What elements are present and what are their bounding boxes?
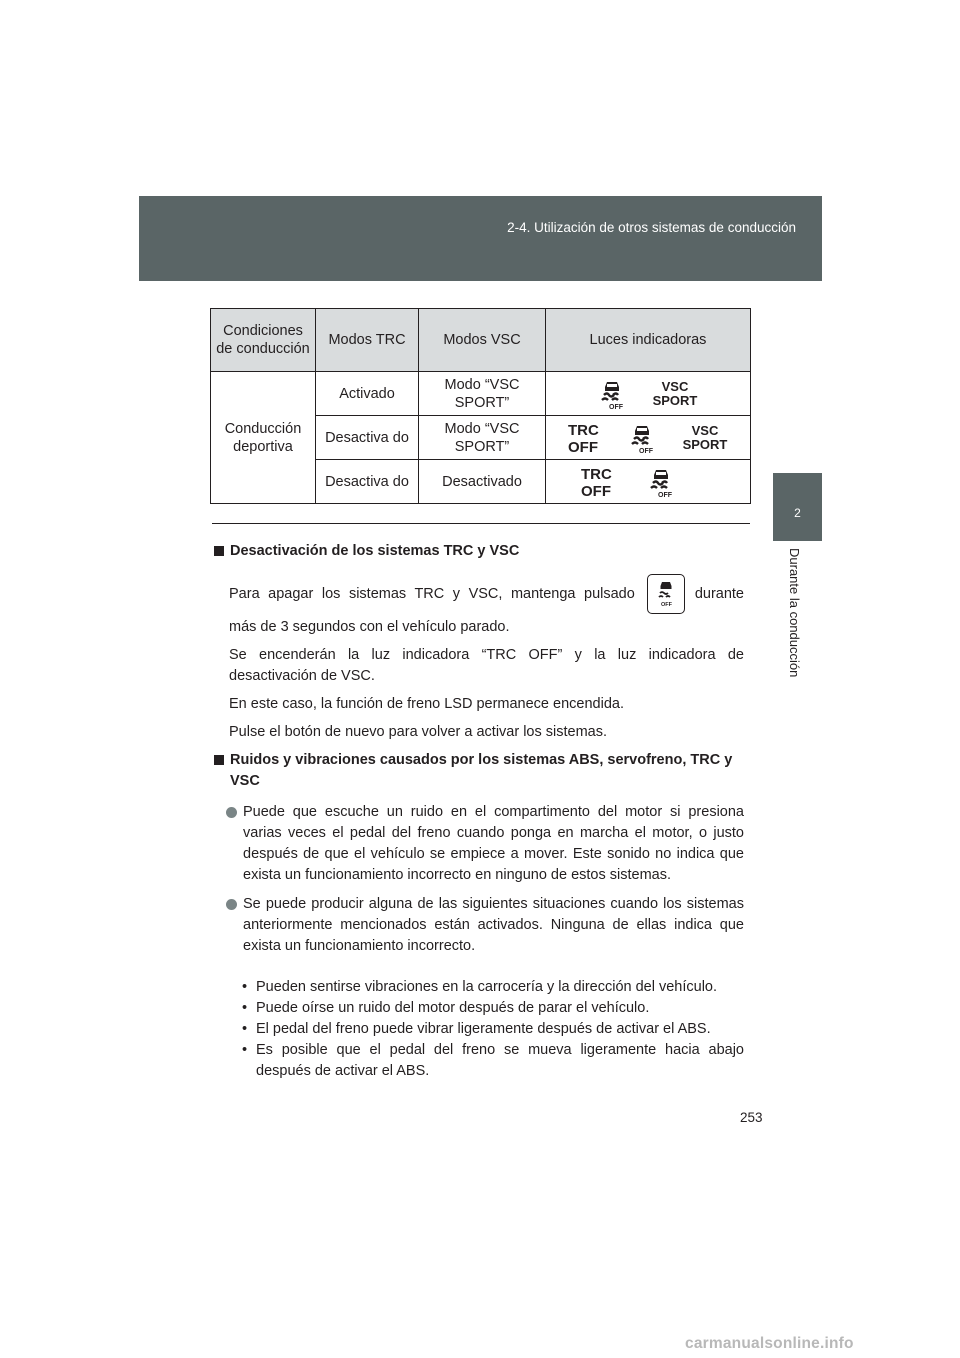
vsc-mode-cell: Modo “VSC SPORT” [419,416,546,460]
trc-off-indicator-icon [579,465,617,499]
sub-list-item-text: El pedal del freno puede vibrar ligeramente después de activar el ABS. [256,1021,711,1037]
indicator-cell [546,460,751,504]
section-heading-text: Ruidos y vibraciones causados por los sistemas ABS, servofreno, TRC y VSC [230,752,733,789]
sub-list-item [242,977,744,998]
section-divider [212,523,750,524]
trc-label: TRC [568,421,599,439]
trc-label: TRC [581,465,612,483]
list-item [226,894,744,957]
vsc-sport-indicator-icon [650,379,700,409]
small-off-label: OFF [609,403,623,410]
vsc-off-button-icon [647,574,685,614]
dot-marker: • [242,1000,248,1016]
chapter-header-band [139,196,822,281]
header-vsc-modes: Modos VSC [419,309,546,372]
list-item-text: Puede que escuche un ruido en el compartimento del motor si presiona varias veces el pedal del freno cuando ponga en marcha el motor, o justo después de que el vehículo se empiece a mover. Este sonido no indica que exista un funcionamiento incorrecto en ninguno de estos sistemas. [243,804,744,883]
vsc-off-indicator-icon [645,466,677,498]
vsc-label: VSC [661,378,689,394]
dot-marker: • [242,1021,248,1037]
section-heading [214,750,744,792]
sub-list-item-text: Pueden sentirse vibraciones en la carrocería y la dirección del vehículo. [256,979,718,995]
sub-list-item [242,1019,744,1040]
small-off-label: OFF [639,447,653,454]
trc-off-indicator-icon [566,421,604,455]
vsc-sport-indicator-icon [680,423,730,453]
vsc-mode-cell: Desactivado [419,460,546,504]
page-number: 253 [740,1110,763,1125]
header-trc-modes: Modos TRC [316,309,419,372]
vsc-mode-cell: Modo “VSC SPORT” [419,372,546,416]
paragraph: Se encenderán la luz indicadora “TRC OFF” y la luz indicadora de desactivación de VSC. [229,647,744,684]
vsc-label: VSC [691,422,719,438]
section-heading [214,541,744,562]
section-heading-text: Desactivación de los sistemas TRC y VSC [230,543,520,559]
condition-cell: Conducción deportiva [211,372,316,504]
round-bullet-icon [226,807,237,818]
trc-mode-cell: Desactiva do [316,460,419,504]
sport-label: SPORT [652,392,698,408]
off-label: OFF [581,482,611,499]
header-indicators: Luces indicadoras [546,309,751,372]
chapter-label: Durante la conducción [787,548,802,678]
paragraph-text: Para apagar los sistemas TRC y VSC, mantenga pulsado [229,585,635,602]
square-bullet-icon [214,755,224,765]
indicator-cell [546,416,751,460]
sub-list-item [242,998,744,1019]
list-item-text: Se puede producir alguna de las siguientes situaciones cuando los sistemas anteriormente mencionados están activados. Ninguna de ellas indica que exista un funcionamiento incorrecto. [243,896,744,954]
trc-mode-cell: Activado [316,372,419,416]
off-label: OFF [568,438,598,455]
round-bullet-icon [226,899,237,910]
sub-list-item-text: Puede oírse un ruido del motor después de parar el vehículo. [256,1000,650,1016]
chapter-number: 2 [794,506,801,520]
table-header-row [211,309,751,372]
paragraph: Pulse el botón de nuevo para volver a activar los sistemas. [229,724,608,740]
modes-table [210,308,751,504]
square-bullet-icon [214,546,224,556]
watermark: carmanualsonline.info [685,1335,854,1352]
indicator-cell [546,372,751,416]
table-row [211,372,751,416]
button-off-label: OFF [660,602,672,608]
chapter-tab [773,473,822,541]
sub-list-item [242,1040,744,1082]
sport-label: SPORT [682,436,728,452]
paragraph: más de 3 segundos con el vehículo parado. [229,619,510,635]
list-item [226,802,744,886]
vsc-off-indicator-icon [626,422,658,454]
trc-mode-cell: Desactiva do [316,416,419,460]
dot-marker: • [242,979,248,995]
body-content [214,541,744,1082]
dot-marker: • [242,1042,248,1058]
paragraph-with-button [229,574,744,614]
paragraph: En este caso, la función de freno LSD permanece encendida. [229,696,624,712]
vsc-off-indicator-icon [596,378,628,410]
paragraph-text-end: durante [694,585,744,602]
section-title: 2-4. Utilización de otros sistemas de conducción [507,220,796,235]
sub-list-item-text: Es posible que el pedal del freno se mueva ligeramente hacia abajo después de activar el ABS. [256,1042,744,1079]
small-off-label: OFF [658,491,672,498]
header-conditions: Condiciones de conducción [211,309,316,372]
